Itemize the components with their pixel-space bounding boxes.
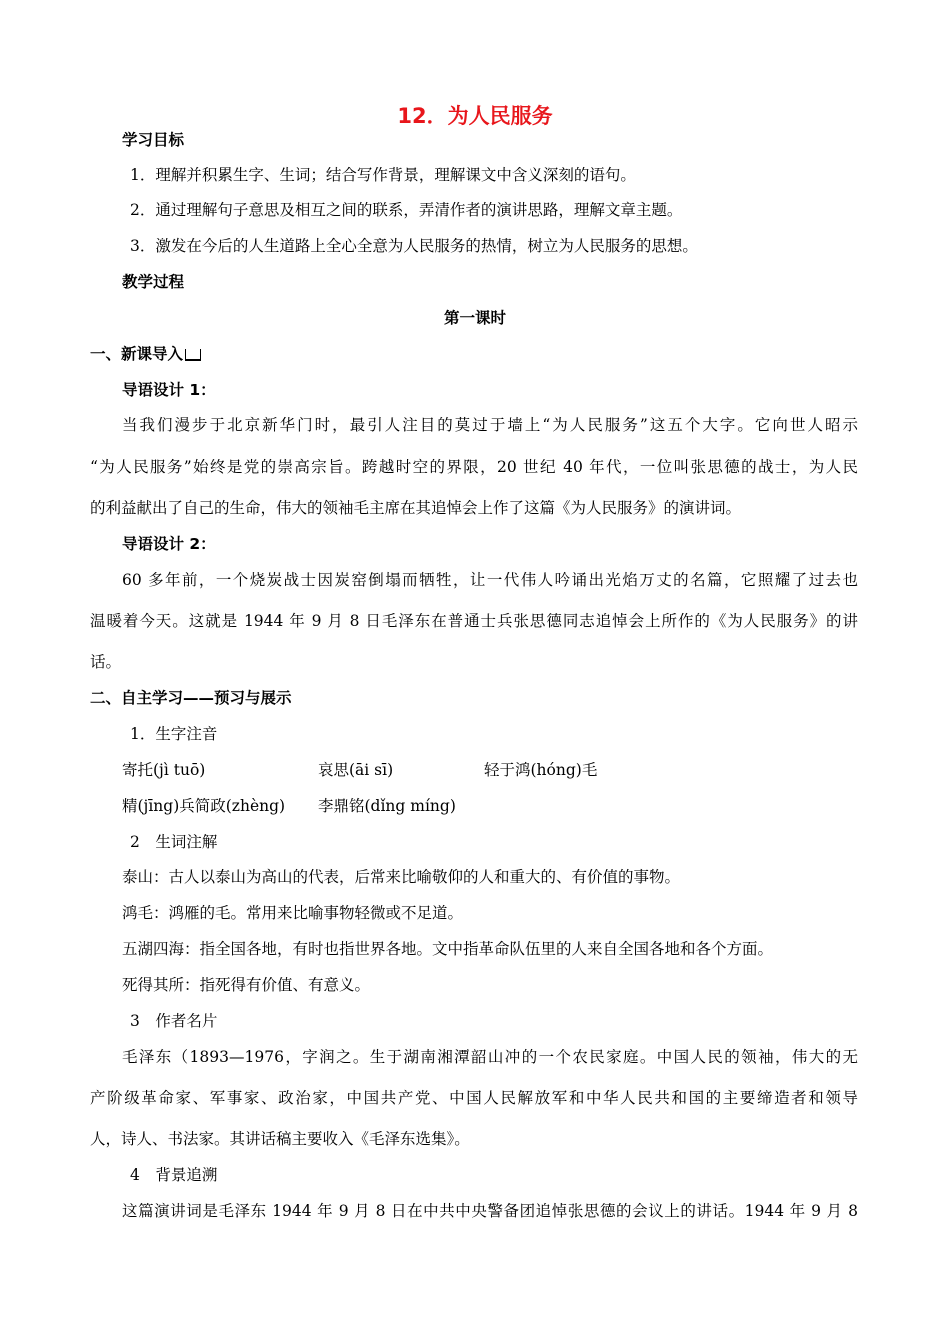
pinyin-word-3: 轻于鸿(hóng)毛 bbox=[484, 761, 598, 779]
background-line-1: 这篇演讲词是毛泽东 1944 年 9 月 8 日在中共中央警备团追悼张思德的会议上的讲话。1944 年 9 月 8 bbox=[122, 1202, 858, 1220]
vocab-item-3: 五湖四海：指全国各地，有时也指世界各地。文中指革命队伍里的人来自全国各地和各个方面。 bbox=[122, 940, 774, 958]
intro1-line-2: “为人民服务”始终是党的崇高宗旨。跨越时空的界限，20 世纪 40 年代，一位叫张思德的战士，为人民 bbox=[90, 458, 858, 476]
goal-item-3: 3．激发在今后的人生道路上全心全意为人民服务的热情，树立为人民服务的思想。 bbox=[130, 237, 698, 255]
vocab-heading: 2 生词注解 bbox=[130, 833, 218, 851]
goals-heading: 学习目标 bbox=[122, 131, 185, 149]
intro2-line-1: 60 多年前，一个烧炭战士因炭窑倒塌而牺牲，让一代伟人吟诵出光焰万丈的名篇，它照耀了过去也 bbox=[122, 571, 858, 589]
intro1-line-3: 的利益献出了自己的生命，伟大的领袖毛主席在其追悼会上作了这篇《为人民服务》的演讲词。 bbox=[90, 499, 742, 517]
vocab-item-4: 死得其所：指死得有价值、有意义。 bbox=[122, 976, 371, 994]
goal-item-1: 1．理解并积累生字、生词；结合写作背景，理解课文中含义深刻的语句。 bbox=[130, 166, 636, 184]
lesson-heading: 第一课时 bbox=[443, 309, 506, 327]
section1-heading bbox=[90, 344, 201, 364]
intro2-line-3: 话。 bbox=[90, 653, 122, 671]
process-heading: 教学过程 bbox=[122, 273, 185, 291]
pinyin-heading: 1．生字注音 bbox=[130, 725, 218, 743]
goal-item-2: 2．通过理解句子意思及相互之间的联系，弄清作者的演讲思路，理解文章主题。 bbox=[130, 201, 683, 219]
page-title: 12．为人民服务 bbox=[397, 104, 553, 128]
author-line-2: 产阶级革命家、军事家、政治家，中国共产党、中国人民解放军和中华人民共和国的主要缔造者和领导 bbox=[90, 1089, 858, 1107]
author-line-1: 毛泽东（1893—1976，字润之。生于湖南湘潭韶山冲的一个农民家庭。中国人民的领袖，伟大的无 bbox=[122, 1048, 858, 1066]
pinyin-word-1: 寄托(jì tuō) bbox=[122, 761, 206, 779]
section2-heading: 二、自主学习——预习与展示 bbox=[90, 689, 292, 707]
vocab-item-1: 泰山：古人以泰山为高山的代表，后常来比喻敬仰的人和重大的、有价值的事物。 bbox=[122, 868, 681, 886]
pinyin-word-4: 精(jīng)兵简政(zhèng) bbox=[122, 797, 286, 815]
author-heading: 3 作者名片 bbox=[130, 1012, 218, 1030]
intro2-label: 导语设计 2： bbox=[122, 535, 216, 553]
intro2-line-2: 温暖着今天。这就是 1944 年 9 月 8 日毛泽东在普通士兵张思德同志追悼会上所作的《为人民服务》的讲 bbox=[90, 612, 858, 630]
pinyin-word-5: 李鼎铭(dǐng míng) bbox=[318, 797, 456, 815]
section1-heading-text: 一、新课导入 bbox=[90, 345, 184, 363]
intro1-line-1: 当我们漫步于北京新华门时，最引人注目的莫过于墙上“为人民服务”这五个大字。它向世人昭示 bbox=[122, 416, 858, 434]
pinyin-word-2: 哀思(āi sī) bbox=[318, 761, 394, 779]
editor-mark bbox=[185, 349, 201, 361]
intro1-label: 导语设计 1： bbox=[122, 381, 216, 399]
background-heading: 4 背景追溯 bbox=[130, 1166, 218, 1184]
author-line-3: 人，诗人、书法家。其讲话稿主要收入《毛泽东选集》。 bbox=[90, 1130, 470, 1148]
vocab-item-2: 鸿毛：鸿雁的毛。常用来比喻事物轻微或不足道。 bbox=[122, 904, 464, 922]
